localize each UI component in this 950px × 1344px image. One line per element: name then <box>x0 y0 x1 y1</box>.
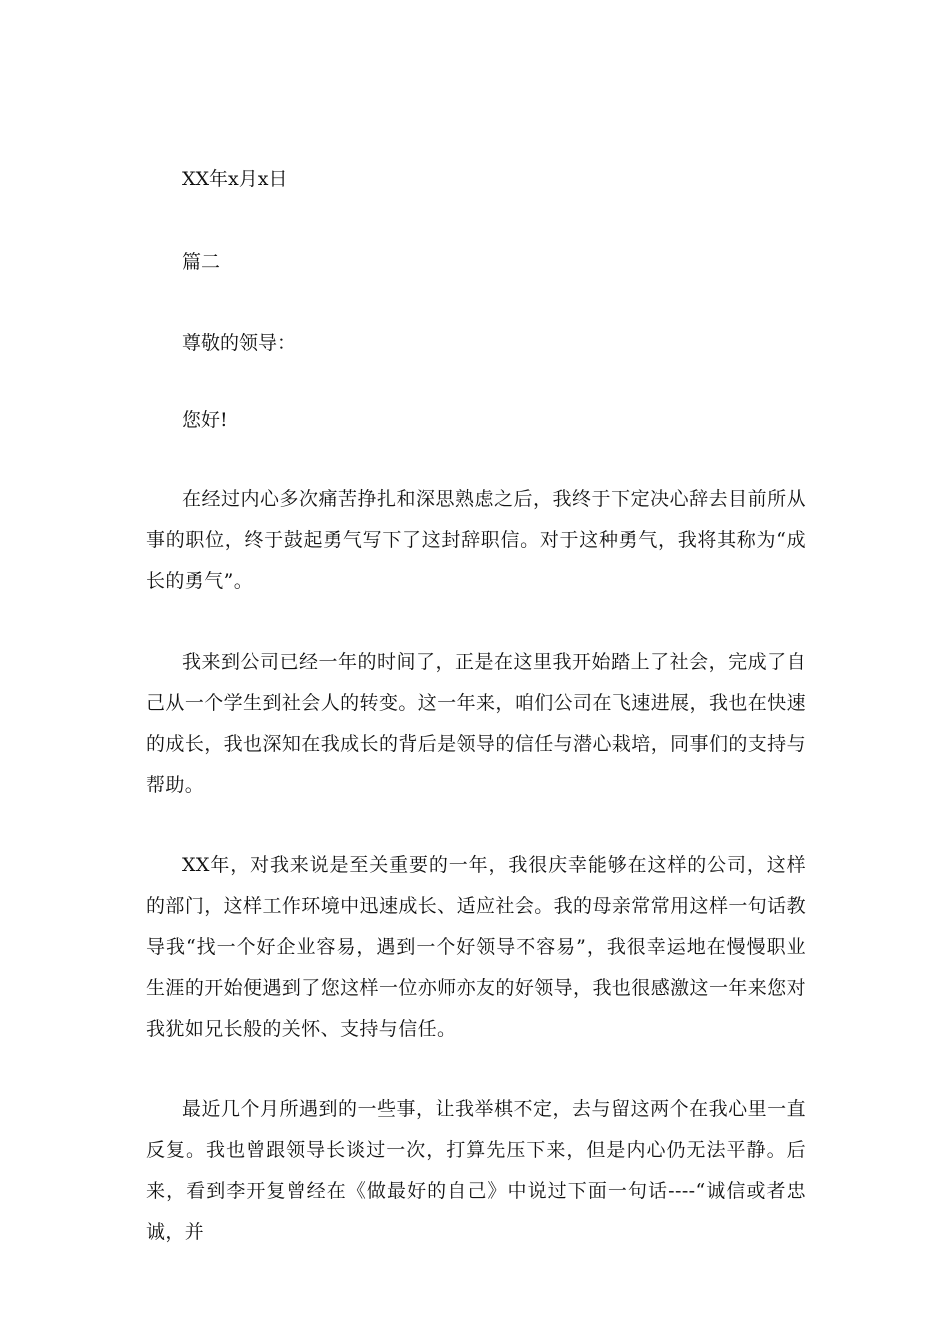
paragraph-4: 最近几个月所遇到的一些事，让我举棋不定，去与留这两个在我心里一直反复。我也曾跟领导长谈过一次，打算先压下来，但是内心仍无法平静。后来，看到李开复曾经在《做最好的自己》中说过下面一句话----“诚信或者忠诚，并 <box>146 1098 806 1243</box>
greeting: 您好! <box>182 409 228 431</box>
date-line: XX年x月x日 <box>182 168 288 190</box>
paragraph-3: XX年，对我来说是至关重要的一年，我很庆幸能够在这样的公司，这样的部门，这样工作环境中迅速成长、适应社会。我的母亲常常用这样一句话教导我“找一个好企业容易，遇到一个好领导不容易”，我很幸运地在慢慢职业生涯的开始便遇到了您这样一位亦师亦友的好领导，我也很感激这一年来您对我犹如兄长般的关怀、支持与信任。 <box>146 854 806 1040</box>
paragraph-1: 在经过内心多次痛苦挣扎和深思熟虑之后，我终于下定决心辞去目前所从事的职位，终于鼓起勇气写下了这封辞职信。对于这种勇气，我将其称为“成长的勇气”。 <box>146 488 806 592</box>
paragraph-2: 我来到公司已经一年的时间了，正是在这里我开始踏上了社会，完成了自己从一个学生到社会人的转变。这一年来，咱们公司在飞速进展，我也在快速的成长，我也深知在我成长的背后是领导的信任与潜心栽培，同事们的支持与帮助。 <box>146 651 806 796</box>
section-heading: 篇二 <box>182 251 221 273</box>
salutation: 尊敬的领导： <box>182 332 297 354</box>
